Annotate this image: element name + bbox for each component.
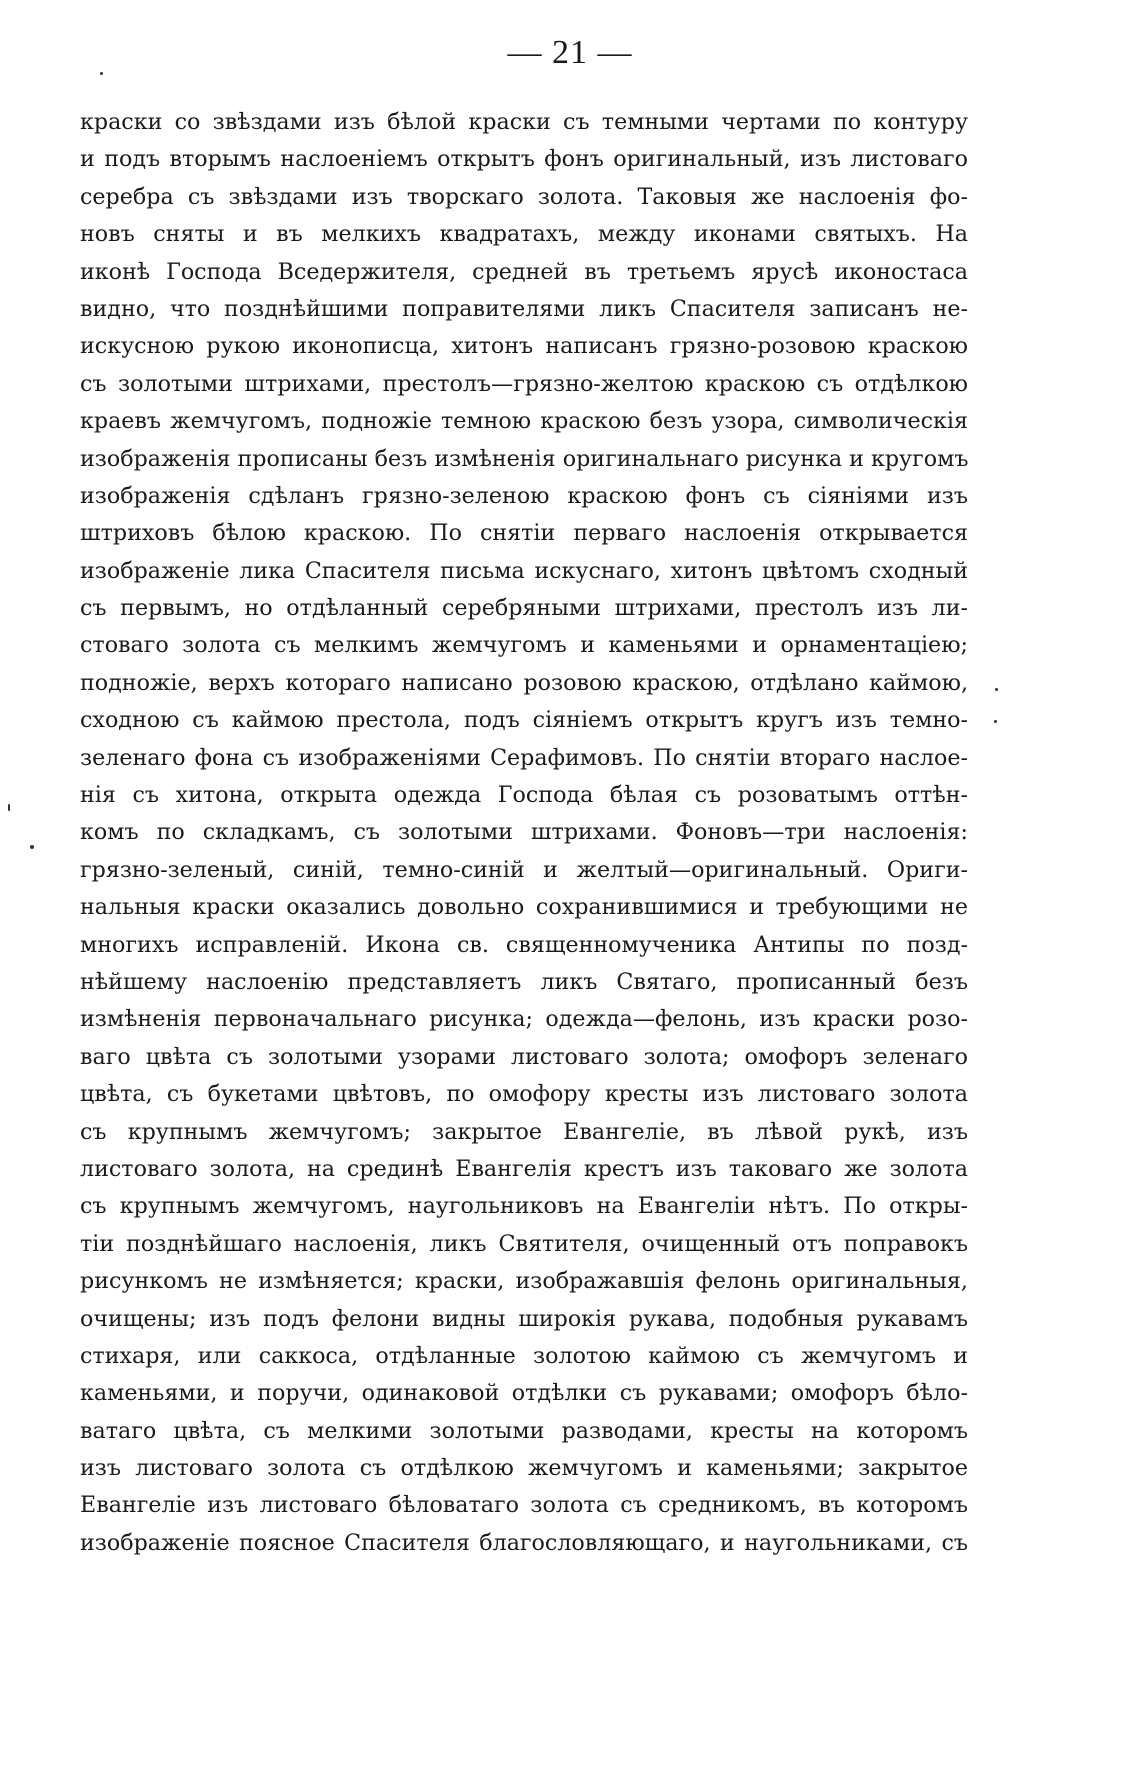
text-line: видно, что позднѣйшими поправителями ликъ Спасителя записанъ не- [80,295,968,322]
text-line: рисункомъ не измѣняется; краски, изображавшiя фелонь оригинальныя, [80,1268,968,1295]
text-line: грязно-зеленый, синiй, темно-синiй и желтый—оригинальный. Ориги- [80,856,968,883]
text-line: листоваго золота, на срединѣ Евангелiя крестъ изъ таковаго же золота [80,1155,968,1182]
text-line: стихаря, или саккоса, отдѣланные золотою каймою съ жемчугомъ и [80,1342,968,1369]
text-line: серебра съ звѣздами изъ творскаго золота. Таковыя же наслоенiя фо- [80,183,968,210]
text-line: зеленаго фона съ изображенiями Серафимовъ. По снятiи втораго наслое- [80,744,968,771]
text-line: сходною съ каймою престола, подъ сiянiемъ открытъ кругъ изъ темно- [80,707,968,734]
scan-speck [100,72,103,75]
text-line: новъ сняты и въ мелкихъ квадратахъ, между иконами святыхъ. На [80,221,968,248]
text-line: измѣненiя первоначальнаго рисунка; одежда—фелонь, изъ краски розо- [80,1006,968,1033]
text-line: ватаго цвѣта, съ мелкими золотыми разводами, кресты на которомъ [80,1417,968,1444]
text-line: изображенiе поясное Спасителя благословляющаго, и наугольниками, съ [80,1529,968,1556]
text-line: искусною рукою иконописца, хитонъ написанъ грязно-розовою краскою [80,333,968,360]
text-line: нѣйшему наслоенiю представляетъ ликъ Святаго, прописанный безъ [80,968,968,995]
text-line: многихъ исправленiй. Икона св. священномученика Антипы по позд- [80,931,968,958]
text-line: краевъ жемчугомъ, подножiе темною краскою безъ узора, символическiя [80,408,968,435]
text-line: съ золотыми штрихами, престолъ—грязно-желтою краскою съ отдѣлкою [80,370,968,397]
text-line: иконѣ Господа Вседержителя, средней въ третьемъ ярусѣ иконостаса [80,258,968,285]
text-line: краски со звѣздами изъ бѣлой краски съ темными чертами по контуру [80,109,968,135]
text-line: комъ по складкамъ, съ золотыми штрихами. Фоновъ—три наслоенiя: [80,819,968,846]
text-line: изображенiе лика Спасителя письма искуснаго, хитонъ цвѣтомъ сходный [80,557,968,584]
text-line: ваго цвѣта съ золотыми узорами листоваго золота; омофоръ зеленаго [80,1043,968,1070]
text-line: тiи позднѣйшаго наслоенiя, ликъ Святителя, очищенный отъ поправокъ [80,1230,968,1257]
text-line: съ крупнымъ жемчугомъ; закрытое Евангелiе, въ лѣвой рукѣ, изъ [80,1118,968,1145]
text-line: изображенiя прописаны безъ измѣненiя оригинальнаго рисунка и кругомъ [80,445,968,472]
text-line: съ первымъ, но отдѣланный серебряными штрихами, престолъ изъ ли- [80,595,968,622]
text-line: цвѣта, съ букетами цвѣтовъ, по омофору кресты изъ листоваго золота [80,1081,968,1108]
text-line: стоваго золота съ мелкимъ жемчугомъ и каменьями и орнаментацiею; [80,632,968,659]
text-line: изображенiя сдѣланъ грязно-зеленою краскою фонъ съ сiянiями изъ [80,482,968,509]
page-number: — 21 — [507,34,633,71]
scan-speck [994,720,997,723]
text-line: изъ листоваго золота съ отдѣлкою жемчугомъ и каменьями; закрытое [80,1455,968,1482]
body-text [80,104,968,1562]
text-line: очищены; изъ подъ фелони видны широкiя рукава, подобныя рукавамъ [80,1305,968,1332]
text-line: нальныя краски оказались довольно сохранившимися и требующими не [80,894,968,921]
text-line: подножiе, верхъ котораго написано розовою краскою, отдѣлано каймою, [80,669,968,696]
scan-speck [8,804,10,811]
scan-speck [30,845,34,849]
text-line: нiя съ хитона, открыта одежда Господа бѣлая съ розоватымъ оттѣн- [80,782,968,809]
text-line: съ крупнымъ жемчугомъ, наугольниковъ на Евангелiи нѣтъ. По откры- [80,1193,968,1220]
text-line: штриховъ бѣлою краскою. По снятiи перваго наслоенiя открывается [80,520,968,547]
scan-speck [995,688,998,691]
text-line: и подъ вторымъ наслоенiемъ открытъ фонъ оригинальный, изъ листоваго [80,146,968,173]
text-line: каменьями, и поручи, одинаковой отдѣлки съ рукавами; омофоръ бѣло- [80,1380,968,1407]
text-line: Евангелiе изъ листоваго бѣловатаго золота съ средникомъ, въ которомъ [80,1492,968,1519]
